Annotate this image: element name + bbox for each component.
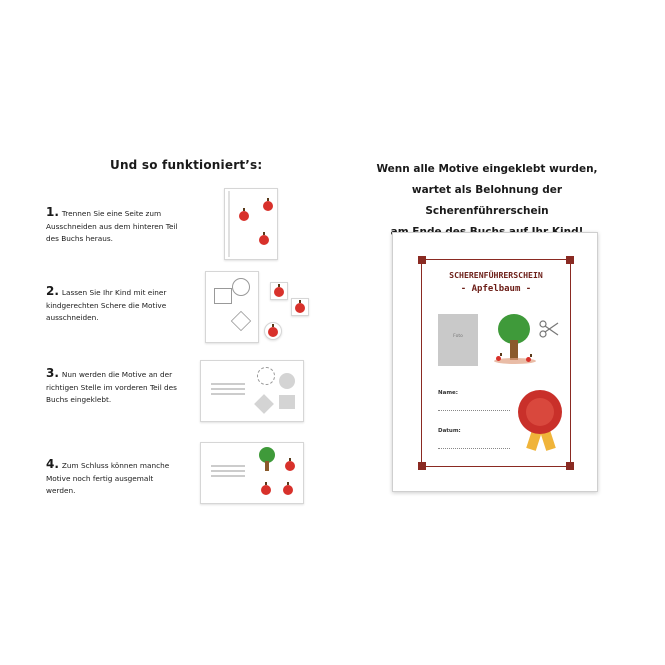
step-text: Lassen Sie Ihr Kind mit einer kindgerechten Schere die Motive ausschneiden.	[46, 288, 167, 322]
name-label: Name:	[438, 390, 458, 396]
step-number: 1.	[46, 205, 59, 219]
step-2	[46, 285, 178, 325]
apple-icon	[274, 287, 284, 297]
step-number: 2.	[46, 284, 59, 298]
apple-icon	[239, 211, 249, 221]
apple-icon	[283, 485, 293, 495]
seal-icon	[518, 390, 564, 436]
photo-label: Foto	[453, 334, 463, 339]
apple-icon	[261, 485, 271, 495]
step-text: Zum Schluss können manche Motive noch fertig ausgemalt werden.	[46, 461, 170, 495]
certificate-subtitle: - Apfelbaum -	[460, 284, 532, 294]
step-1-illustration	[224, 188, 278, 260]
step-number: 3.	[46, 366, 59, 380]
step-text: Trennen Sie eine Seite zum Ausschneiden aus dem hinteren Teil des Buchs heraus.	[46, 209, 178, 243]
certificate-frame	[421, 259, 571, 467]
photo-box	[438, 314, 478, 366]
step-2-illustration	[205, 271, 259, 343]
step-text: Nun werden die Motive an der richtigen Stelle im vorderen Teil des Buchs eingeklebt.	[46, 370, 177, 404]
apple-icon	[295, 303, 305, 313]
apple-icon	[259, 235, 269, 245]
certificate	[392, 232, 598, 492]
left-heading: Und so funktioniert’s:	[110, 158, 263, 172]
name-line	[438, 410, 510, 411]
step-1	[46, 206, 178, 246]
apple-icon	[285, 461, 295, 471]
step-3-illustration	[200, 360, 304, 422]
apple-icon	[268, 327, 278, 337]
date-label: Datum:	[438, 428, 461, 434]
step-number: 4.	[46, 457, 59, 471]
apple-icon	[263, 201, 273, 211]
date-line	[438, 448, 510, 449]
step-3	[46, 367, 178, 407]
scissors-icon	[538, 318, 560, 340]
step-4-illustration	[200, 442, 304, 504]
right-intro	[352, 159, 622, 243]
right-line-2: wartet als Belohnung der Scherenführerschein	[411, 184, 563, 217]
step-4	[46, 458, 178, 498]
right-line-1: Wenn alle Motive eingeklebt wurden,	[376, 163, 598, 175]
certificate-title: SCHERENFÜHRERSCHEIN	[449, 270, 543, 280]
